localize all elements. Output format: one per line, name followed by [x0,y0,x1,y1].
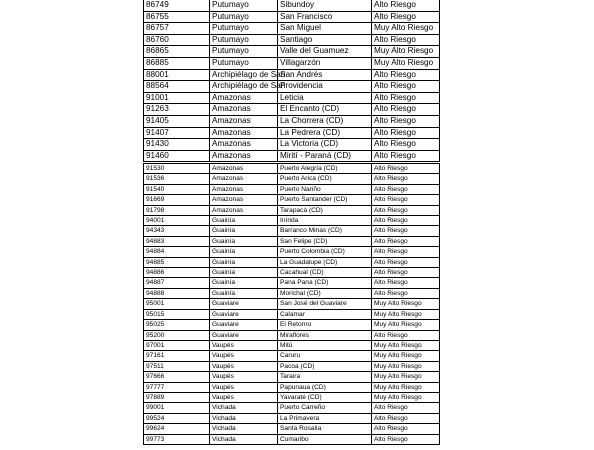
department-cell: Guainía [210,236,278,246]
municipality-cell: Mirití - Paraná (CD) [278,150,372,162]
department-cell: Guainía [210,268,278,278]
risk-level-cell: Alto Riesgo [372,127,440,139]
department-cell: Guainía [210,278,278,288]
table-row [144,23,440,35]
risk-level-cell: Alto Riesgo [372,11,440,23]
table-row [144,278,440,288]
table-row [144,372,440,382]
department-cell: Amazonas [210,195,278,205]
department-cell: Amazonas [210,104,278,116]
risk-level-cell: Alto Riesgo [372,34,440,46]
department-cell: Vichada [210,434,278,444]
risk-level-cell: Alto Riesgo [372,81,440,93]
code-cell: 97161 [144,351,210,361]
municipality-cell: Puerto Arica (CD) [278,174,372,184]
code-cell: 95025 [144,320,210,330]
municipality-cell: San Felipe (CD) [278,236,372,246]
department-cell: Amazonas [210,139,278,151]
code-cell: 91460 [144,150,210,162]
department-cell: Guainía [210,288,278,298]
municipality-cell: Caruru [278,351,372,361]
risk-level-cell: Alto Riesgo [372,424,440,434]
table-row [144,340,440,350]
risk-level-cell: Alto Riesgo [372,104,440,116]
risk-level-cell: Muy Alto Riesgo [372,382,440,392]
department-cell: Guaviare [210,330,278,340]
department-cell: Vichada [210,424,278,434]
municipality-cell: Barranco Minas (CD) [278,226,372,236]
municipality-cell: Santiago [278,34,372,46]
table-body [144,0,440,162]
municipality-cell: Puerto Santander (CD) [278,195,372,205]
municipality-cell: Inírida [278,216,372,226]
table-row [144,104,440,116]
table-row [144,92,440,104]
risk-level-cell: Muy Alto Riesgo [372,299,440,309]
table-row [144,392,440,402]
code-cell: 91263 [144,104,210,116]
table-row [144,139,440,151]
risk-level-cell: Muy Alto Riesgo [372,320,440,330]
department-cell: Vaupés [210,351,278,361]
department-cell: Amazonas [210,205,278,215]
code-cell: 91669 [144,195,210,205]
risk-level-cell: Alto Riesgo [372,268,440,278]
department-cell: Vaupés [210,372,278,382]
risk-level-cell: Alto Riesgo [372,184,440,194]
risk-level-cell: Alto Riesgo [372,403,440,413]
table-row [144,330,440,340]
code-cell: 88564 [144,81,210,93]
table-row [144,150,440,162]
department-cell: Amazonas [210,92,278,104]
municipality-cell: Papunaua (CD) [278,382,372,392]
code-cell: 99524 [144,413,210,423]
code-cell: 86885 [144,57,210,69]
department-cell: Amazonas [210,127,278,139]
table-body [144,164,440,445]
risk-level-cell: Muy Alto Riesgo [372,309,440,319]
table-row [144,57,440,69]
municipality-cell: Santa Rosalía [278,424,372,434]
municipality-risk-table-bottom [143,163,440,445]
code-cell: 91430 [144,139,210,151]
code-cell: 97511 [144,361,210,371]
table-row [144,320,440,330]
risk-level-cell: Alto Riesgo [372,330,440,340]
risk-level-cell: Muy Alto Riesgo [372,351,440,361]
department-cell: Guainía [210,226,278,236]
department-cell: Guainía [210,257,278,267]
risk-level-cell: Alto Riesgo [372,413,440,423]
municipality-cell: Cumaribo [278,434,372,444]
code-cell: 91536 [144,174,210,184]
municipality-cell: San Andrés [278,69,372,81]
risk-level-cell: Alto Riesgo [372,288,440,298]
table-row [144,46,440,58]
table-row [144,361,440,371]
risk-level-cell: Muy Alto Riesgo [372,57,440,69]
risk-level-cell: Alto Riesgo [372,205,440,215]
table-row [144,127,440,139]
code-cell: 91530 [144,164,210,174]
risk-level-cell: Alto Riesgo [372,0,440,11]
code-cell: 94343 [144,226,210,236]
risk-level-cell: Alto Riesgo [372,257,440,267]
code-cell: 94885 [144,257,210,267]
code-cell: 94886 [144,268,210,278]
department-cell: Guaviare [210,309,278,319]
code-cell: 86757 [144,23,210,35]
code-cell: 97777 [144,382,210,392]
table-row [144,309,440,319]
table-row [144,236,440,246]
department-cell: Amazonas [210,174,278,184]
risk-level-cell: Alto Riesgo [372,164,440,174]
department-cell: Amazonas [210,115,278,127]
department-cell: Vichada [210,413,278,423]
department-cell: Vaupés [210,340,278,350]
table-row [144,11,440,23]
code-cell: 94883 [144,236,210,246]
municipality-cell: Puerto Nariño [278,184,372,194]
code-cell: 97889 [144,392,210,402]
table-row [144,184,440,194]
department-cell: Putumayo [210,0,278,11]
municipality-cell: La Primavera [278,413,372,423]
code-cell: 95015 [144,309,210,319]
municipality-cell: Tarapacá (CD) [278,205,372,215]
municipality-cell: La Pedrera (CD) [278,127,372,139]
department-cell: Guaviare [210,299,278,309]
code-cell: 99001 [144,403,210,413]
municipality-cell: San Miguel [278,23,372,35]
risk-level-cell: Alto Riesgo [372,174,440,184]
code-cell: 94001 [144,216,210,226]
code-cell: 91405 [144,115,210,127]
department-cell: Putumayo [210,11,278,23]
risk-level-cell: Alto Riesgo [372,278,440,288]
department-cell: Archipiélago de San [210,69,278,81]
risk-level-cell: Alto Riesgo [372,69,440,81]
table-row [144,0,440,11]
code-cell: 91540 [144,184,210,194]
code-cell: 97666 [144,372,210,382]
code-cell: 97001 [144,340,210,350]
table-row [144,34,440,46]
municipality-cell: Puerto Carreño [278,403,372,413]
code-cell: 99773 [144,434,210,444]
municipality-cell: Cacahual (CD) [278,268,372,278]
code-cell: 95200 [144,330,210,340]
risk-level-cell: Alto Riesgo [372,434,440,444]
code-cell: 94887 [144,278,210,288]
department-cell: Vaupés [210,382,278,392]
code-cell: 86865 [144,46,210,58]
municipality-cell: Pacoa (CD) [278,361,372,371]
department-cell: Amazonas [210,150,278,162]
risk-level-cell: Alto Riesgo [372,236,440,246]
municipality-cell: San José del Guaviare [278,299,372,309]
table-row [144,413,440,423]
department-cell: Vichada [210,403,278,413]
risk-level-cell: Muy Alto Riesgo [372,46,440,58]
municipality-cell: Morichal (CD) [278,288,372,298]
risk-level-cell: Muy Alto Riesgo [372,392,440,402]
department-cell: Archipiélago de San [210,81,278,93]
risk-level-cell: Muy Alto Riesgo [372,23,440,35]
municipality-cell: Valle del Guamuez [278,46,372,58]
table-row [144,299,440,309]
table-row [144,434,440,444]
department-cell: Amazonas [210,164,278,174]
risk-level-cell: Alto Riesgo [372,216,440,226]
municipality-cell: Yavaraté (CD) [278,392,372,402]
risk-level-cell: Muy Alto Riesgo [372,361,440,371]
table-row [144,205,440,215]
table-row [144,216,440,226]
risk-level-cell: Alto Riesgo [372,115,440,127]
department-cell: Vaupés [210,392,278,402]
municipality-cell: Calamar [278,309,372,319]
municipality-cell: Miraflores [278,330,372,340]
table-row [144,268,440,278]
table-row [144,257,440,267]
risk-level-cell: Alto Riesgo [372,139,440,151]
code-cell: 86760 [144,34,210,46]
code-cell: 91798 [144,205,210,215]
department-cell: Putumayo [210,23,278,35]
department-cell: Putumayo [210,46,278,58]
municipality-cell: Puerto Alegría (CD) [278,164,372,174]
code-cell: 95001 [144,299,210,309]
risk-level-cell: Alto Riesgo [372,150,440,162]
municipality-cell: El Encanto (CD) [278,104,372,116]
department-cell: Putumayo [210,34,278,46]
code-cell: 86755 [144,11,210,23]
municipality-cell: Villagarzón [278,57,372,69]
risk-level-cell: Alto Riesgo [372,195,440,205]
table-row [144,195,440,205]
municipality-cell: Sibundoy [278,0,372,11]
risk-level-cell: Alto Riesgo [372,92,440,104]
risk-level-cell: Alto Riesgo [372,247,440,257]
table-row [144,174,440,184]
municipality-risk-table-top [143,0,440,162]
municipality-cell: El Retorno [278,320,372,330]
code-cell: 94888 [144,288,210,298]
table-row [144,115,440,127]
municipality-cell: Providencia [278,81,372,93]
municipality-cell: San Francisco [278,11,372,23]
code-cell: 88001 [144,69,210,81]
department-cell: Vaupés [210,361,278,371]
code-cell: 94884 [144,247,210,257]
municipality-cell: La Victoria (CD) [278,139,372,151]
table-row [144,403,440,413]
department-cell: Guainía [210,216,278,226]
department-cell: Guainía [210,247,278,257]
table-row [144,424,440,434]
department-cell: Guaviare [210,320,278,330]
risk-level-cell: Alto Riesgo [372,226,440,236]
table-row [144,81,440,93]
table-row [144,226,440,236]
risk-level-cell: Muy Alto Riesgo [372,340,440,350]
municipality-cell: Leticia [278,92,372,104]
table-row [144,164,440,174]
municipality-cell: La Guadalupe (CD) [278,257,372,267]
code-cell: 91001 [144,92,210,104]
municipality-cell: Mitú [278,340,372,350]
municipality-cell: La Chorrera (CD) [278,115,372,127]
code-cell: 86749 [144,0,210,11]
code-cell: 91407 [144,127,210,139]
municipality-cell: Pana Pana (CD) [278,278,372,288]
department-cell: Putumayo [210,57,278,69]
municipality-cell: Taraira [278,372,372,382]
table-row [144,69,440,81]
table-row [144,351,440,361]
municipality-cell: Puerto Colombia (CD) [278,247,372,257]
risk-level-cell: Muy Alto Riesgo [372,372,440,382]
table-row [144,382,440,392]
table-row [144,247,440,257]
table-row [144,288,440,298]
code-cell: 99624 [144,424,210,434]
department-cell: Amazonas [210,184,278,194]
